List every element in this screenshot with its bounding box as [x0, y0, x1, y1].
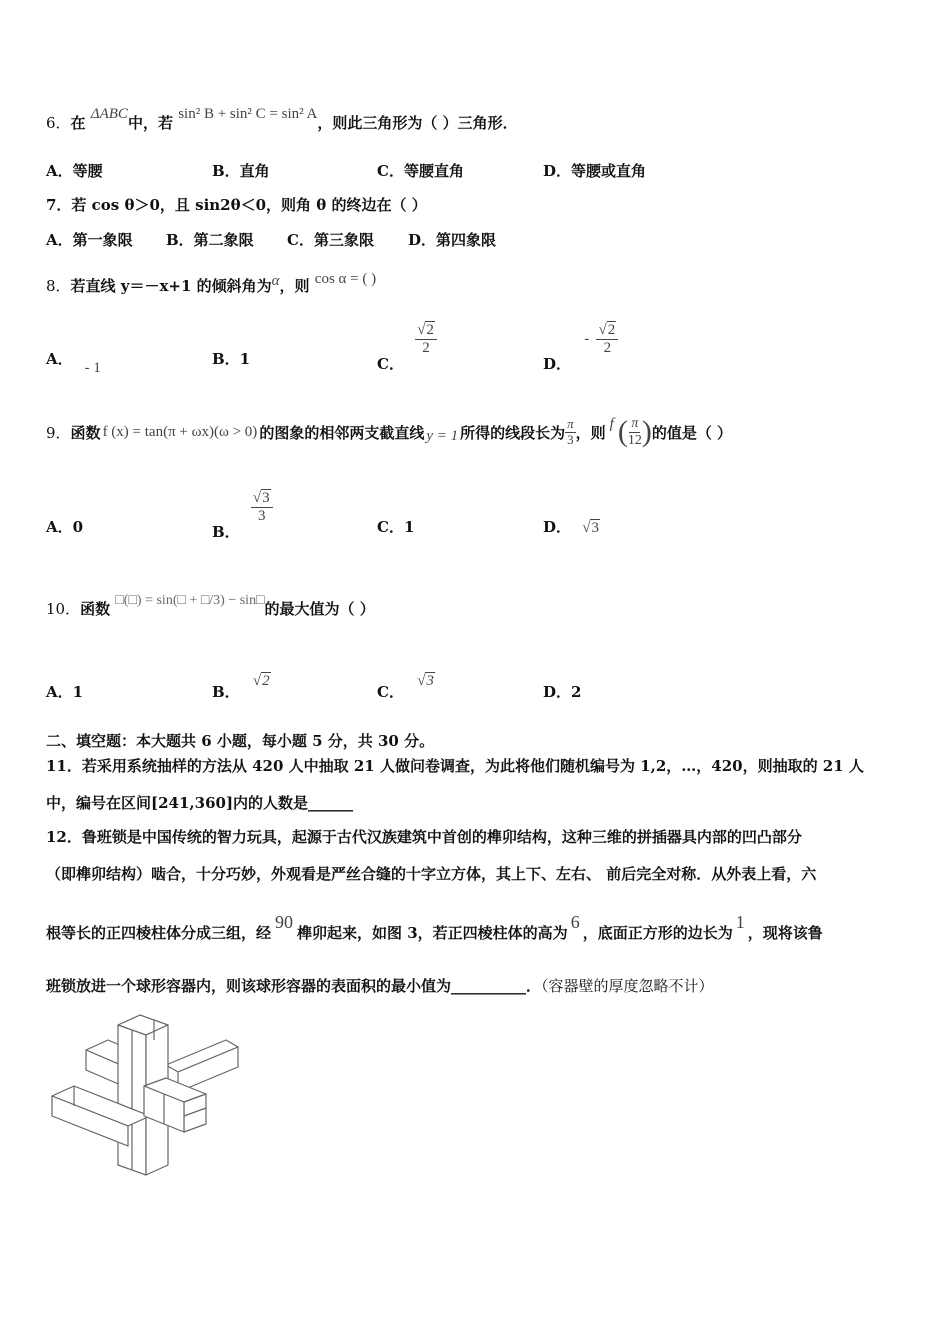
q6-option-b[interactable]: B．直角 — [212, 162, 270, 180]
q7-stem: 7．若 cos θ＞0，且 sin2θ＜0，则角 θ 的终边在（ ） — [46, 196, 427, 214]
q11-line1: 11．若采用系统抽样的方法从 420 人中抽取 21 人做问卷调查，为此将他们随机编号为 1,2，…，420，则抽取的 21 人 — [46, 757, 864, 775]
q6-triangle-math: ΔABC — [90, 106, 128, 122]
q10-option-a[interactable]: A．1 — [46, 683, 84, 701]
q10-stem: 10．函数 □(□) = sin(□ + □/3) − sin□的最大值为（ ） — [46, 593, 375, 618]
q8-alpha-math: α — [271, 273, 280, 289]
q6-number: 6． — [46, 114, 71, 132]
q8-option-c-fraction: $\frac{√2}{2}$ — [415, 322, 437, 356]
q7-option-d[interactable]: D．第四象限 — [408, 231, 497, 249]
q7-option-a[interactable]: A．第一象限 — [46, 231, 133, 249]
q9-stem: 9． 函数 f (x) = tan(π + ωx)(ω > 0) 的图象的相邻两支截直线 y = 1 所得的线段长为 $\frac{\pi}{3}$ ，则 f ( $\frac{\pi}{12}$ ) 的值是（ ） — [46, 415, 733, 448]
q8-stem: 8．若直线 y＝－x+1 的倾斜角为α，则 cos α = ( ) — [46, 271, 377, 295]
q12-line3: 根等长的正四棱柱体分成三组，经90榫卯起来，如图 3，若正四棱柱体的高为6，底面正方形的边长为1，现将该鲁 — [46, 912, 823, 942]
q6-option-a[interactable]: A．等腰 — [46, 162, 103, 180]
q6-option-d[interactable]: D．等腰或直角 — [543, 162, 647, 180]
q8-option-b[interactable]: B．1 — [212, 350, 251, 368]
q9-option-c[interactable]: C．1 — [377, 518, 415, 536]
q10-option-d[interactable]: D．2 — [543, 683, 582, 701]
q10-option-b[interactable]: B． √2 — [212, 673, 270, 701]
q10-function-math: □(□) = sin(□ + □/3) − sin□ — [115, 593, 265, 608]
q10-option-c[interactable]: C． √3 — [377, 673, 434, 701]
q8-option-c[interactable]: C． $\frac{√2}{2}$ — [377, 322, 437, 356]
q7-option-b[interactable]: B．第二象限 — [166, 231, 254, 249]
q12-line4: 班锁放进一个球形容器内，则该球形容器的表面积的最小值为__________．（容器壁的厚度忽略不计） — [46, 977, 714, 995]
q9-option-a[interactable]: A．0 — [46, 518, 84, 536]
q12-line2: （即榫卯结构）啮合，十分巧妙，外观看是严丝合缝的十字立方体，其上下、左右、 前后完全对称．从外表上看，六 — [46, 865, 817, 883]
q11-line2: 中，编号在区间[241,360]内的人数是______ — [46, 794, 354, 812]
q12-ninety-math: 90 — [275, 912, 294, 932]
q9-function-math: f (x) = tan(π + ωx)(ω > 0) — [102, 423, 258, 440]
luban-lock-figure — [46, 1010, 246, 1185]
q12-six-math: 6 — [570, 912, 580, 932]
q6-equation-math: sin² B + sin² C = sin² A — [178, 106, 318, 122]
q6-stem: 6．在 ΔABC中，若 sin² B + sin² C = sin² A，则此三角形为（ ）三角形． — [46, 106, 518, 132]
q8-option-a[interactable]: A． - 1 — [46, 350, 101, 376]
q9-fraction-pi-3: $\frac{\pi}{3}$ — [567, 416, 574, 447]
q9-line-math: y = 1 — [426, 427, 459, 444]
q12-line1: 12．鲁班锁是中国传统的智力玩具，起源于古代汉族建筑中首创的榫卯结构，这种三维的拼插器具内部的凹凸部分 — [46, 828, 802, 846]
q9-option-b[interactable]: B． $\frac{√3}{3}$ — [212, 490, 273, 524]
q9-option-d[interactable]: D． √3 — [543, 518, 599, 536]
q7-option-c[interactable]: C．第三象限 — [287, 231, 374, 249]
q9-fraction-pi-12: $\frac{\pi}{12}$ — [627, 416, 642, 448]
section2-title: 二、填空题：本大题共 6 小题，每小题 5 分，共 30 分。 — [46, 732, 435, 750]
q6-option-c[interactable]: C．等腰直角 — [377, 162, 464, 180]
q8-option-d[interactable]: D． - $\frac{√2}{2}$ — [543, 322, 618, 356]
q8-option-d-fraction: $\frac{√2}{2}$ — [596, 322, 618, 356]
q12-one-math: 1 — [735, 912, 745, 932]
q8-cos-math: cos α = ( ) — [314, 271, 377, 287]
q9-option-b-fraction: $\frac{√3}{3}$ — [251, 490, 273, 524]
